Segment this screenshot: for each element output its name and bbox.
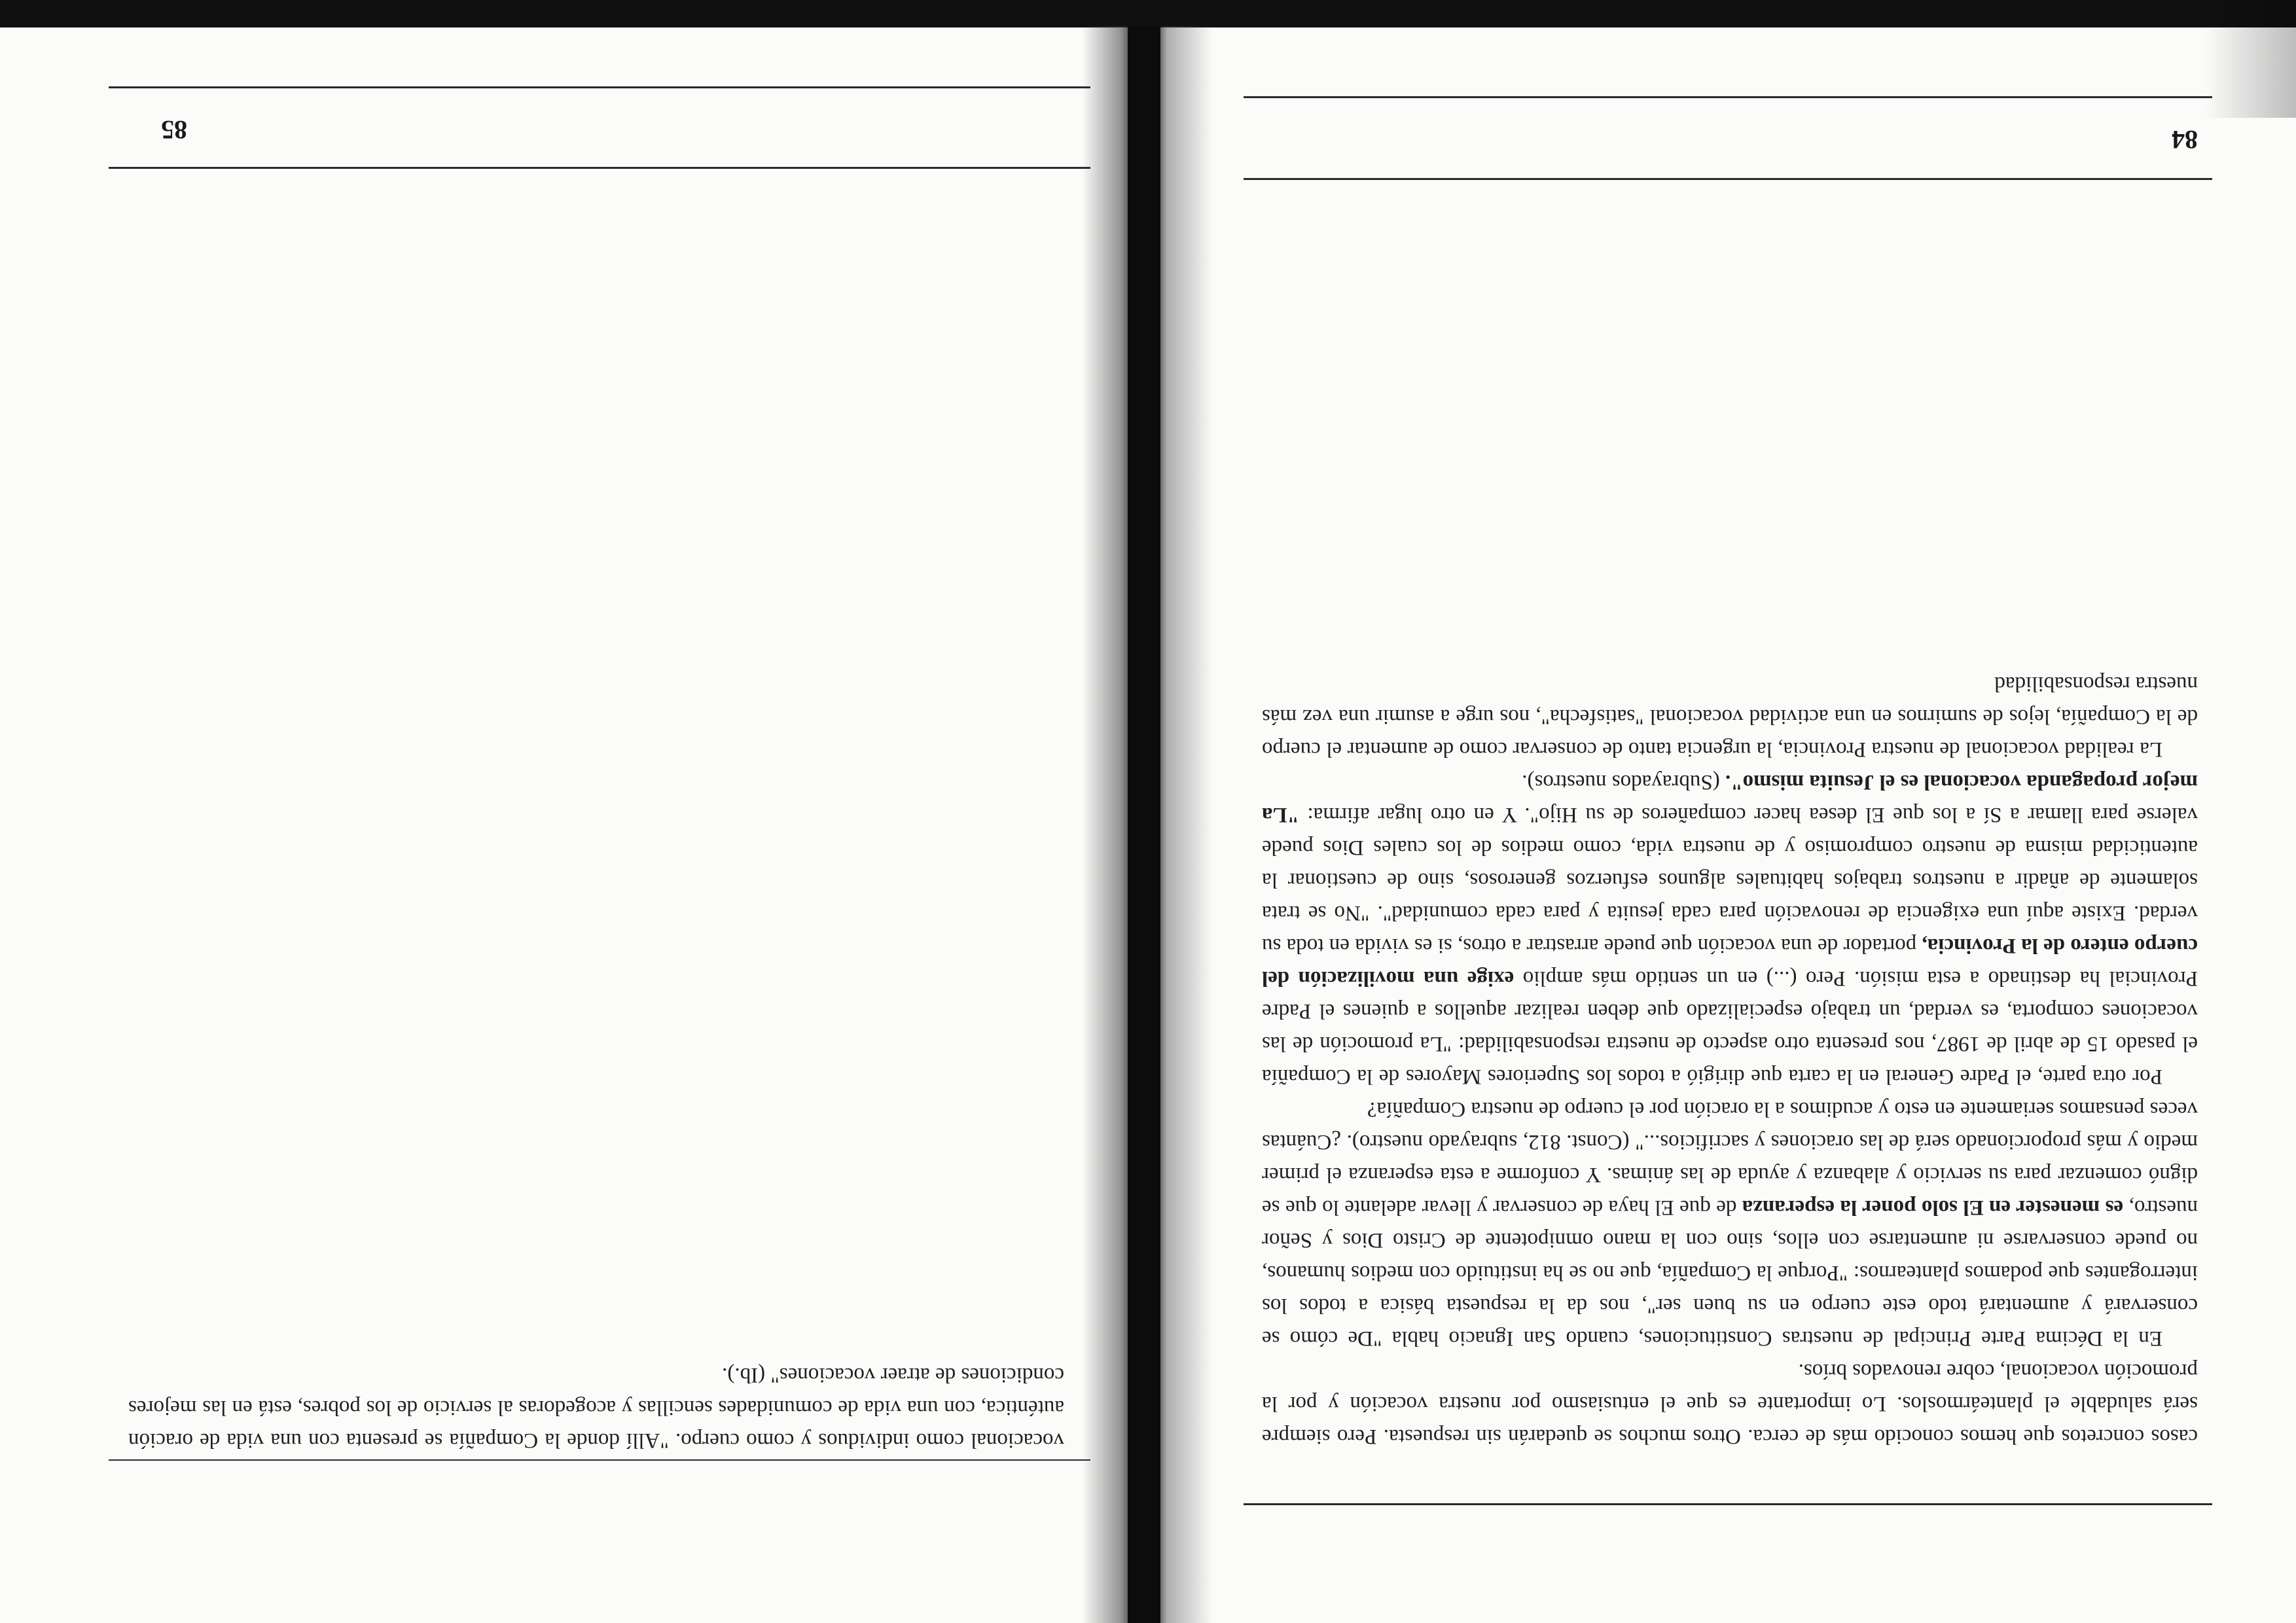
footer-rule <box>1244 1503 2212 1505</box>
header-rule-top <box>1244 96 2212 98</box>
text-run: casos concretos que hemos conocido más de cerca. Otros muchos se quedarán sin respuesta. Pero siempre será saludable el planteármoslos. Lo importante es que el entusiasmo por nuestra vocación y por la promoción vocacional, cobre renovados bríos. <box>1262 1359 2198 1448</box>
binding-gutter <box>1128 26 1160 1623</box>
page-84 <box>1190 26 2296 1623</box>
text-run: de que El haya de conservar y llevar adelante lo que se dignó comenzar para su servicio y alabanza y ayuda de las ánimas. Y conforme a esta esperanza el primer medio y más proporcionado será de las oraciones y sacrificios..." (Const. 812, subrayado nuestro). ¿Cuántas veces pensamos seriamente en esto y acudimos a la oración por el cuerpo de nuestra Compañía? <box>1262 1097 2198 1219</box>
header-rule-bottom <box>109 167 1090 169</box>
text-run: portador de una vocación que puede arrastrar a otros, si es vivida en toda su verdad. Existe aquí una exigencia de renovación para cada jesuita y para cada comunidad". "No se trata solamente de añadir a nuestros trabajos habituales algunos esfuerzos generosos, sino de cuestionar la autenticidad misma de nuestro compromiso y de nuestra vida, como medios de los cuales Dios puede valerse para llamar a Sí a los que El desea hacer compañeros de su Hijo". Y en otro lugar afirma: <box>1262 803 2198 957</box>
text-run: La realidad vocacional de nuestra Provincia, la urgencia tanto de conservar como de aumentar el cuerpo de la Compañía, lejos de sumirnos en una actividad vocacional "satisfecha", nos urge a asumir una vez más nuestra responsabilidad <box>1262 672 2198 761</box>
page-85 <box>0 26 1092 1623</box>
header-rule-bottom <box>1244 178 2212 180</box>
scan-edge <box>0 0 2296 27</box>
paragraph <box>1262 668 2198 766</box>
text-run: Por otra parte, el Padre General en la carta que dirigió a todos los Superiores Mayores de la Compañía el pasado 15 de abril de 1987, nos presenta otro aspecto de nuestra responsabilidad: "La promoción de las vocaciones comporta, es verdad, un trabajo especializado que deben realizar aquellos a quienes el Padre Provincial ha destinado a esta misión. Pero (...) en un sentido más amplio <box>1262 967 2198 1088</box>
page-number: 84 <box>2172 125 2198 154</box>
header-rule-top <box>109 86 1090 88</box>
emphasized-text: "La mejor propaganda vocacional es el Jesuita mismo". <box>1262 770 2198 827</box>
text-run: (Subrayados nuestros). <box>1522 770 1725 794</box>
page-85-body <box>128 1359 1064 1457</box>
page-number: 85 <box>161 115 187 145</box>
paragraph <box>128 1359 1064 1457</box>
emphasized-text: exige una movilización del cuerpo entero de la Provincia, <box>1262 934 2198 990</box>
text-run: En la Décima Parte Principal de nuestras Constituciones, cuando San Ignacio habla "De cómo se conservará y aumentará todo este cuerpo en su buen ser", nos da la respuesta básica a todos los interrogantes que podamos plantearnos: "Porque la Compañía, que no se ha instituido con medios humanos, no puede conservarse ni aumentarse con ellos, sino con la mano omnipotente de Cristo Dios y Señor nuestro, <box>1262 1196 2198 1350</box>
paragraph <box>1262 766 2198 1093</box>
paragraph <box>1262 1355 2198 1453</box>
page-84-body <box>1262 668 2198 1453</box>
paragraph-rule <box>109 1459 1090 1461</box>
text-run: vocacional como individuos y como cuerpo. "Allí donde la Compañía se presenta con una vida de oración auténtica, con una vida de comunidades sencillas y acogedoras al servicio de los pobres, está en las mejores condiciones de atraer vocaciones" (Ib.). <box>128 1363 1064 1452</box>
emphasized-text: es menester en El solo poner la esperanza <box>1742 1196 2124 1219</box>
paragraph <box>1262 1093 2198 1355</box>
